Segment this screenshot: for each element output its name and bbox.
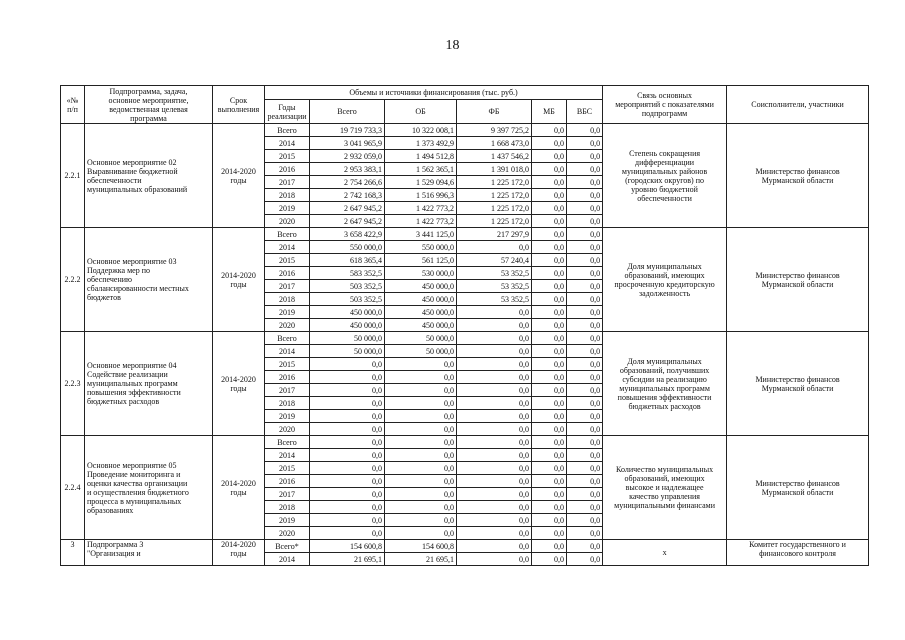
year-cell: 2017	[265, 384, 310, 397]
total-cell: 2 754 266,6	[310, 176, 385, 189]
fb-cell: 0,0	[457, 423, 532, 436]
fb-cell: 53 352,5	[457, 280, 532, 293]
mb-cell: 0,0	[532, 501, 567, 514]
indicator-link: Степень сокращения дифференциации муниципальных районов (городских округов) по уровню бюджетной обеспеченности	[603, 124, 727, 228]
year-cell: 2016	[265, 371, 310, 384]
fb-cell: 0,0	[457, 345, 532, 358]
ob-cell: 450 000,0	[385, 293, 457, 306]
mb-cell: 0,0	[532, 345, 567, 358]
indicator-link: Количество муниципальных образований, имеющих высокое и надлежащее качество управления муниципальными финансами	[603, 436, 727, 540]
vbs-cell: 0,0	[567, 540, 603, 553]
mb-cell: 0,0	[532, 228, 567, 241]
vbs-cell: 0,0	[567, 228, 603, 241]
mb-cell: 0,0	[532, 462, 567, 475]
page-number: 18	[445, 38, 460, 53]
year-cell: 2017	[265, 176, 310, 189]
table-row	[61, 124, 869, 137]
year-cell: 2016	[265, 475, 310, 488]
vbs-cell: 0,0	[567, 436, 603, 449]
ob-cell: 50 000,0	[385, 345, 457, 358]
total-cell: 154 600,8	[310, 540, 385, 553]
ob-cell: 0,0	[385, 410, 457, 423]
vbs-cell: 0,0	[567, 163, 603, 176]
total-cell: 2 647 945,2	[310, 202, 385, 215]
mb-cell: 0,0	[532, 436, 567, 449]
total-cell: 0,0	[310, 410, 385, 423]
total-cell: 3 041 965,9	[310, 137, 385, 150]
fb-cell: 0,0	[457, 358, 532, 371]
year-cell: 2017	[265, 280, 310, 293]
vbs-cell: 0,0	[567, 215, 603, 228]
table-row	[61, 332, 869, 345]
fb-cell: 0,0	[457, 397, 532, 410]
mb-cell: 0,0	[532, 384, 567, 397]
item-number: 2.2.1	[61, 124, 85, 228]
mb-cell: 0,0	[532, 514, 567, 527]
year-cell: 2018	[265, 501, 310, 514]
activity-name: Основное мероприятие 02 Выравнивание бюджетной обеспеченности муниципальных образований	[85, 124, 213, 228]
year-cell: 2019	[265, 306, 310, 319]
vbs-cell: 0,0	[567, 358, 603, 371]
total-cell: 0,0	[310, 501, 385, 514]
total-cell: 450 000,0	[310, 319, 385, 332]
header-vbs: ВБС	[567, 100, 603, 124]
mb-cell: 0,0	[532, 410, 567, 423]
mb-cell: 0,0	[532, 280, 567, 293]
fb-cell: 1 437 546,2	[457, 150, 532, 163]
fb-cell: 1 225 172,0	[457, 176, 532, 189]
indicator-link: х	[603, 540, 727, 566]
ob-cell: 154 600,8	[385, 540, 457, 553]
activity-name: Основное мероприятие 04 Содействие реализации муниципальных программ повышения эффективности бюджетных расходов	[85, 332, 213, 436]
header-financing: Объемы и источники финансирования (тыс. руб.)	[265, 86, 603, 100]
ob-cell: 3 441 125,0	[385, 228, 457, 241]
mb-cell: 0,0	[532, 137, 567, 150]
total-cell: 583 352,5	[310, 267, 385, 280]
mb-cell: 0,0	[532, 176, 567, 189]
activity-name: Основное мероприятие 05 Проведение мониторинга и оценки качества организации и осуществления бюджетного процесса в муниципальных образованиях	[85, 436, 213, 540]
vbs-cell: 0,0	[567, 150, 603, 163]
year-cell: 2015	[265, 358, 310, 371]
mb-cell: 0,0	[532, 527, 567, 540]
fb-cell: 1 225 172,0	[457, 189, 532, 202]
year-cell: 2014	[265, 137, 310, 150]
total-cell: 0,0	[310, 371, 385, 384]
vbs-cell: 0,0	[567, 501, 603, 514]
ob-cell: 10 322 008,1	[385, 124, 457, 137]
ob-cell: 21 695,1	[385, 553, 457, 566]
coexecutors: Министерство финансов Мурманской области	[727, 436, 869, 540]
mb-cell: 0,0	[532, 215, 567, 228]
ob-cell: 0,0	[385, 501, 457, 514]
fb-cell: 0,0	[457, 384, 532, 397]
year-cell: 2016	[265, 267, 310, 280]
year-cell: 2020	[265, 215, 310, 228]
total-cell: 503 352,5	[310, 280, 385, 293]
mb-cell: 0,0	[532, 306, 567, 319]
mb-cell: 0,0	[532, 267, 567, 280]
fb-cell: 53 352,5	[457, 293, 532, 306]
fb-cell: 0,0	[457, 319, 532, 332]
ob-cell: 0,0	[385, 371, 457, 384]
total-cell: 3 658 422,9	[310, 228, 385, 241]
fb-cell: 0,0	[457, 241, 532, 254]
vbs-cell: 0,0	[567, 306, 603, 319]
mb-cell: 0,0	[532, 241, 567, 254]
table-body	[61, 124, 869, 566]
activity-name: Подпрограмма 3 "Организация и	[85, 540, 213, 566]
mb-cell: 0,0	[532, 540, 567, 553]
vbs-cell: 0,0	[567, 176, 603, 189]
year-cell: 2018	[265, 293, 310, 306]
ob-cell: 0,0	[385, 436, 457, 449]
fb-cell: 0,0	[457, 462, 532, 475]
fb-cell: 0,0	[457, 540, 532, 553]
year-cell: 2019	[265, 410, 310, 423]
total-cell: 2 742 168,3	[310, 189, 385, 202]
mb-cell: 0,0	[532, 254, 567, 267]
ob-cell: 1 529 094,6	[385, 176, 457, 189]
ob-cell: 0,0	[385, 475, 457, 488]
ob-cell: 0,0	[385, 397, 457, 410]
vbs-cell: 0,0	[567, 488, 603, 501]
vbs-cell: 0,0	[567, 553, 603, 566]
total-cell: 0,0	[310, 423, 385, 436]
mb-cell: 0,0	[532, 371, 567, 384]
ob-cell: 550 000,0	[385, 241, 457, 254]
vbs-cell: 0,0	[567, 189, 603, 202]
ob-cell: 0,0	[385, 358, 457, 371]
ob-cell: 450 000,0	[385, 306, 457, 319]
vbs-cell: 0,0	[567, 514, 603, 527]
fb-cell: 0,0	[457, 449, 532, 462]
year-cell: 2015	[265, 150, 310, 163]
vbs-cell: 0,0	[567, 332, 603, 345]
total-cell: 450 000,0	[310, 306, 385, 319]
year-cell: 2014	[265, 449, 310, 462]
fb-cell: 1 668 473,0	[457, 137, 532, 150]
fb-cell: 0,0	[457, 306, 532, 319]
total-cell: 0,0	[310, 449, 385, 462]
vbs-cell: 0,0	[567, 267, 603, 280]
fb-cell: 0,0	[457, 332, 532, 345]
ob-cell: 530 000,0	[385, 267, 457, 280]
vbs-cell: 0,0	[567, 293, 603, 306]
vbs-cell: 0,0	[567, 124, 603, 137]
year-cell: 2015	[265, 254, 310, 267]
year-cell: 2018	[265, 397, 310, 410]
vbs-cell: 0,0	[567, 410, 603, 423]
item-number: 3	[61, 540, 85, 566]
total-cell: 0,0	[310, 436, 385, 449]
vbs-cell: 0,0	[567, 397, 603, 410]
ob-cell: 0,0	[385, 527, 457, 540]
vbs-cell: 0,0	[567, 319, 603, 332]
item-number: 2.2.4	[61, 436, 85, 540]
vbs-cell: 0,0	[567, 475, 603, 488]
coexecutors: Министерство финансов Мурманской области	[727, 228, 869, 332]
year-cell: Всего	[265, 436, 310, 449]
mb-cell: 0,0	[532, 423, 567, 436]
fb-cell: 1 225 172,0	[457, 215, 532, 228]
mb-cell: 0,0	[532, 319, 567, 332]
ob-cell: 0,0	[385, 423, 457, 436]
fb-cell: 1 391 018,0	[457, 163, 532, 176]
execution-term: 2014-2020 годы	[213, 124, 265, 228]
fb-cell: 0,0	[457, 527, 532, 540]
vbs-cell: 0,0	[567, 449, 603, 462]
coexecutors: Министерство финансов Мурманской области	[727, 124, 869, 228]
ob-cell: 1 422 773,2	[385, 215, 457, 228]
total-cell: 50 000,0	[310, 345, 385, 358]
fb-cell: 57 240,4	[457, 254, 532, 267]
vbs-cell: 0,0	[567, 371, 603, 384]
ob-cell: 450 000,0	[385, 319, 457, 332]
vbs-cell: 0,0	[567, 254, 603, 267]
total-cell: 0,0	[310, 475, 385, 488]
year-cell: 2015	[265, 462, 310, 475]
total-cell: 0,0	[310, 514, 385, 527]
mb-cell: 0,0	[532, 332, 567, 345]
total-cell: 21 695,1	[310, 553, 385, 566]
total-cell: 2 932 059,0	[310, 150, 385, 163]
year-cell: 2020	[265, 423, 310, 436]
fb-cell: 0,0	[457, 371, 532, 384]
ob-cell: 0,0	[385, 449, 457, 462]
total-cell: 0,0	[310, 527, 385, 540]
year-cell: 2019	[265, 202, 310, 215]
total-cell: 550 000,0	[310, 241, 385, 254]
activity-name: Основное мероприятие 03 Поддержка мер по обеспечению сбалансированности местных бюджетов	[85, 228, 213, 332]
year-cell: 2020	[265, 527, 310, 540]
fb-cell: 0,0	[457, 436, 532, 449]
fb-cell: 0,0	[457, 514, 532, 527]
ob-cell: 50 000,0	[385, 332, 457, 345]
ob-cell: 0,0	[385, 488, 457, 501]
total-cell: 0,0	[310, 488, 385, 501]
ob-cell: 0,0	[385, 462, 457, 475]
header-ob: ОБ	[385, 100, 457, 124]
header-fb: ФБ	[457, 100, 532, 124]
fb-cell: 1 225 172,0	[457, 202, 532, 215]
vbs-cell: 0,0	[567, 280, 603, 293]
ob-cell: 561 125,0	[385, 254, 457, 267]
ob-cell: 0,0	[385, 384, 457, 397]
fb-cell: 0,0	[457, 475, 532, 488]
fb-cell: 0,0	[457, 553, 532, 566]
year-cell: Всего	[265, 228, 310, 241]
ob-cell: 1 373 492,9	[385, 137, 457, 150]
table-row	[61, 436, 869, 449]
execution-term: 2014-2020 годы	[213, 436, 265, 540]
mb-cell: 0,0	[532, 293, 567, 306]
year-cell: Всего	[265, 332, 310, 345]
mb-cell: 0,0	[532, 358, 567, 371]
fb-cell: 0,0	[457, 501, 532, 514]
fb-cell: 9 397 725,2	[457, 124, 532, 137]
item-number: 2.2.2	[61, 228, 85, 332]
total-cell: 0,0	[310, 358, 385, 371]
year-cell: Всего	[265, 124, 310, 137]
table-row	[61, 228, 869, 241]
vbs-cell: 0,0	[567, 527, 603, 540]
financing-table	[60, 85, 869, 566]
year-cell: 2020	[265, 319, 310, 332]
header-task: Подпрограмма, задача, основное мероприятие, ведомственная целевая программа	[85, 86, 213, 124]
mb-cell: 0,0	[532, 475, 567, 488]
mb-cell: 0,0	[532, 449, 567, 462]
header-link: Связь основных мероприятий с показателями подпрограмм	[603, 86, 727, 124]
year-cell: 2014	[265, 553, 310, 566]
item-number: 2.2.3	[61, 332, 85, 436]
year-cell: 2017	[265, 488, 310, 501]
fb-cell: 0,0	[457, 410, 532, 423]
total-cell: 2 647 945,2	[310, 215, 385, 228]
total-cell: 50 000,0	[310, 332, 385, 345]
execution-term: 2014-2020 годы	[213, 332, 265, 436]
header-term: Срок выполнения	[213, 86, 265, 124]
table-row	[61, 540, 869, 553]
vbs-cell: 0,0	[567, 423, 603, 436]
indicator-link: Доля муниципальных образований, имеющих просроченную кредиторскую задолженность	[603, 228, 727, 332]
mb-cell: 0,0	[532, 124, 567, 137]
total-cell: 19 719 733,3	[310, 124, 385, 137]
indicator-link: Доля муниципальных образований, получивших субсидии на реализацию муниципальных программ повышения эффективности бюджетных расходов	[603, 332, 727, 436]
year-cell: 2018	[265, 189, 310, 202]
fb-cell: 0,0	[457, 488, 532, 501]
ob-cell: 1 562 365,1	[385, 163, 457, 176]
total-cell: 0,0	[310, 384, 385, 397]
header-total: Всего	[310, 100, 385, 124]
vbs-cell: 0,0	[567, 241, 603, 254]
vbs-cell: 0,0	[567, 384, 603, 397]
ob-cell: 450 000,0	[385, 280, 457, 293]
mb-cell: 0,0	[532, 202, 567, 215]
coexecutors: Министерство финансов Мурманской области	[727, 332, 869, 436]
mb-cell: 0,0	[532, 488, 567, 501]
mb-cell: 0,0	[532, 553, 567, 566]
fb-cell: 217 297,9	[457, 228, 532, 241]
total-cell: 503 352,5	[310, 293, 385, 306]
execution-term: 2014-2020 годы	[213, 228, 265, 332]
year-cell: 2014	[265, 241, 310, 254]
total-cell: 618 365,4	[310, 254, 385, 267]
ob-cell: 0,0	[385, 514, 457, 527]
mb-cell: 0,0	[532, 397, 567, 410]
total-cell: 2 953 383,1	[310, 163, 385, 176]
header-years: Годы реализации	[265, 100, 310, 124]
fb-cell: 53 352,5	[457, 267, 532, 280]
ob-cell: 1 516 996,3	[385, 189, 457, 202]
vbs-cell: 0,0	[567, 137, 603, 150]
vbs-cell: 0,0	[567, 345, 603, 358]
year-cell: Всего*	[265, 540, 310, 553]
header-num: «№ п/п	[61, 86, 85, 124]
execution-term: 2014-2020 годы	[213, 540, 265, 566]
header-mb: МБ	[532, 100, 567, 124]
year-cell: 2019	[265, 514, 310, 527]
vbs-cell: 0,0	[567, 462, 603, 475]
mb-cell: 0,0	[532, 163, 567, 176]
ob-cell: 1 494 512,8	[385, 150, 457, 163]
header-coexecutors: Соисполнители, участники	[727, 86, 869, 124]
year-cell: 2016	[265, 163, 310, 176]
total-cell: 0,0	[310, 397, 385, 410]
mb-cell: 0,0	[532, 189, 567, 202]
mb-cell: 0,0	[532, 150, 567, 163]
coexecutors: Комитет государственного и финансового контроля	[727, 540, 869, 566]
total-cell: 0,0	[310, 462, 385, 475]
vbs-cell: 0,0	[567, 202, 603, 215]
year-cell: 2014	[265, 345, 310, 358]
ob-cell: 1 422 773,2	[385, 202, 457, 215]
